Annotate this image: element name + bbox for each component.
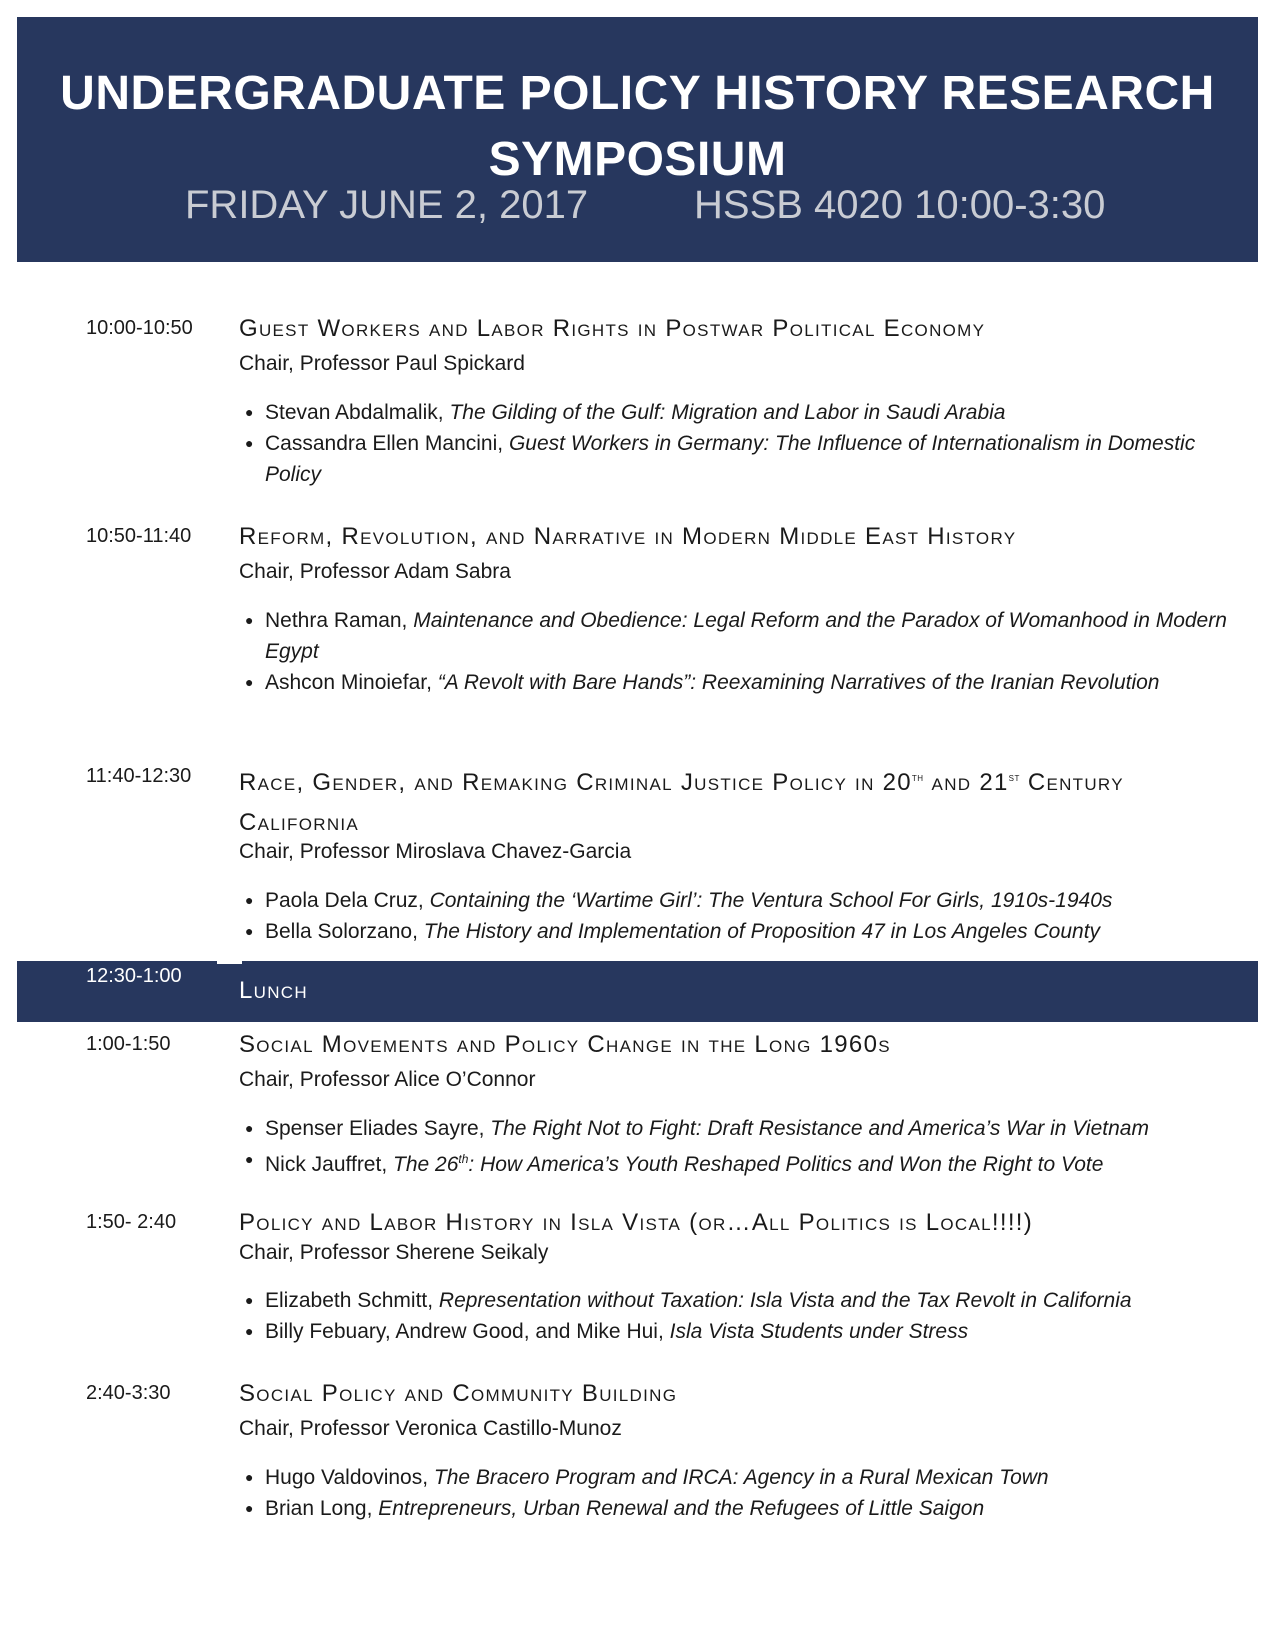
paper-title: The History and Implementation of Proposition 47 in Los Angeles County xyxy=(423,920,1101,943)
paper-item xyxy=(245,1285,1235,1316)
presenter-name: Brian Long, xyxy=(265,1497,379,1520)
session-time: 10:00-10:50 xyxy=(86,317,193,339)
lunch-time: 12:30-1:00 xyxy=(86,965,182,987)
paper-title: Isla Vista Students under Stress xyxy=(669,1320,969,1343)
presenter-name: Nethra Raman, xyxy=(265,609,414,632)
paper-item xyxy=(245,428,1235,490)
paper-item xyxy=(245,916,1235,947)
paper-list xyxy=(245,1285,1235,1347)
paper-item xyxy=(245,1462,1235,1493)
paper-title: Guest Workers in Germany: The Influence of Internationalism in Domestic Policy xyxy=(265,432,1196,486)
presenter-name: Nick Jauffret, xyxy=(265,1153,393,1176)
paper-list xyxy=(245,1113,1235,1180)
session-time: 11:40-12:30 xyxy=(86,765,192,787)
session-chair: Chair, Professor Adam Sabra xyxy=(239,560,511,583)
session-chair: Chair, Professor Sherene Seikaly xyxy=(239,1241,549,1264)
presenter-name: Hugo Valdovinos, xyxy=(265,1466,434,1489)
paper-title-part: : How America’s Youth Reshaped Politics and Won the Right to Vote xyxy=(468,1153,1104,1176)
presenter-name: Cassandra Ellen Mancini, xyxy=(265,432,509,455)
paper-title: Entrepreneurs, Urban Renewal and the Refugees of Little Saigon xyxy=(378,1497,985,1520)
session-chair: Chair, Professor Paul Spickard xyxy=(239,352,525,375)
header-banner xyxy=(17,17,1258,262)
session-time: 1:00-1:50 xyxy=(86,1033,171,1055)
paper-list xyxy=(245,605,1235,698)
paper-list xyxy=(245,397,1235,490)
superscript: st xyxy=(1008,770,1020,784)
session-title: Guest Workers and Labor Rights in Postwar Political Economy xyxy=(239,315,986,342)
session-title-part: Race, Gender, and Remaking Criminal Justice Policy in 20 xyxy=(239,769,912,796)
session-time: 10:50-11:40 xyxy=(86,525,192,547)
lunch-banner xyxy=(17,961,1258,1022)
paper-title-part: The 26 xyxy=(393,1153,459,1176)
paper-title: Representation without Taxation: Isla Vista and the Tax Revolt in California xyxy=(438,1289,1132,1312)
paper-title: Containing the ‘Wartime Girl’: The Ventura School For Girls, 1910s-1940s xyxy=(429,889,1113,912)
session-time: 2:40-3:30 xyxy=(86,1382,171,1404)
paper-title: Maintenance and Obedience: Legal Reform and the Paradox of Womanhood in Modern Egypt xyxy=(265,609,1227,663)
session-title-part: Century California xyxy=(239,769,1124,836)
session-title: Reform, Revolution, and Narrative in Modern Middle East History xyxy=(239,523,1017,550)
session-title: Policy and Labor History in Isla Vista (or…All Politics is Local!!!!) xyxy=(239,1209,1034,1236)
paper-title: The Bracero Program and IRCA: Agency in a Rural Mexican Town xyxy=(433,1466,1049,1489)
session-chair: Chair, Professor Miroslava Chavez-Garcia xyxy=(239,840,632,863)
presenter-name: Ashcon Minoiefar, xyxy=(265,671,438,694)
session-title: Social Movements and Policy Change in the Long 1960s xyxy=(239,1031,891,1058)
paper-list xyxy=(245,885,1235,947)
session-title-part: and 21 xyxy=(923,769,1009,796)
session-chair: Chair, Professor Veronica Castillo-Munoz xyxy=(239,1417,622,1440)
session-title xyxy=(239,757,1249,843)
event-details xyxy=(17,183,1258,243)
paper-item xyxy=(245,1144,1235,1180)
paper-item xyxy=(245,397,1235,428)
paper-title: The Gilding of the Gulf: Migration and Labor in Saudi Arabia xyxy=(449,401,1006,424)
paper-title: “A Revolt with Bare Hands”: Reexamining Narratives of the Iranian Revolution xyxy=(437,671,1160,694)
paper-item xyxy=(245,605,1235,667)
superscript: th xyxy=(458,1152,469,1166)
presenter-name: Spenser Eliades Sayre, xyxy=(265,1117,491,1140)
lunch-label: Lunch xyxy=(239,977,308,1004)
paper-item xyxy=(245,1493,1235,1524)
paper-item xyxy=(245,885,1235,916)
superscript: th xyxy=(911,770,924,784)
session-time: 1:50- 2:40 xyxy=(86,1211,177,1233)
divider xyxy=(217,961,242,964)
event-location-time: HSSB 4020 10:00-3:30 xyxy=(694,183,1106,227)
presenter-name: Stevan Abdalmalik, xyxy=(265,401,450,424)
presenter-name: Billy Febuary, Andrew Good, and Mike Hui, xyxy=(265,1320,670,1343)
paper-item xyxy=(245,667,1235,698)
presenter-name: Elizabeth Schmitt, xyxy=(265,1289,439,1312)
paper-item xyxy=(245,1113,1235,1144)
paper-item xyxy=(245,1316,1235,1347)
event-date: FRIDAY JUNE 2, 2017 xyxy=(185,183,589,227)
presenter-name: Paola Dela Cruz, xyxy=(265,889,430,912)
page-title: UNDERGRADUATE POLICY HISTORY RESEARCH SYMPOSIUM xyxy=(60,67,1215,186)
presenter-name: Bella Solorzano, xyxy=(265,920,424,943)
paper-title: The Right Not to Fight: Draft Resistance and America’s War in Vietnam xyxy=(490,1117,1149,1140)
session-title: Social Policy and Community Building xyxy=(239,1380,678,1407)
paper-list xyxy=(245,1462,1235,1524)
paper-title xyxy=(393,1153,1103,1176)
session-chair: Chair, Professor Alice O’Connor xyxy=(239,1068,536,1091)
